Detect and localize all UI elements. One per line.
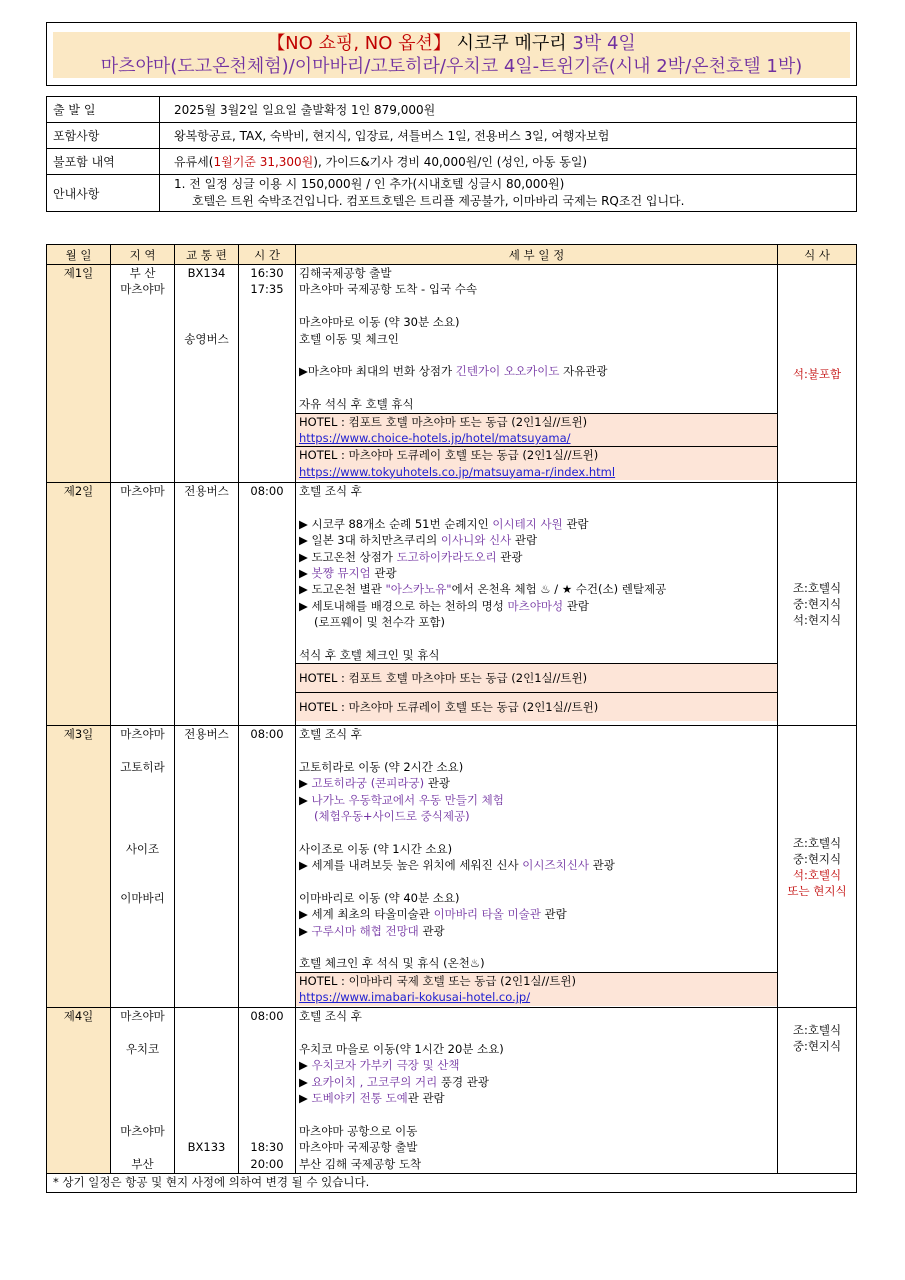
meal-breakfast: 조:호텔식: [792, 835, 842, 850]
detail-line: 석식 후 호텔 체크인 및 휴식: [299, 647, 440, 662]
detail-line: 호텔 조식 후: [299, 727, 362, 741]
region-cell: [111, 726, 175, 1008]
schedule-header: [47, 245, 857, 265]
hotel-box: [296, 693, 777, 721]
attraction-name: 이사니와 신사: [440, 533, 512, 548]
detail-line: 호텔 조식 후: [299, 1009, 362, 1023]
hotel-box: [296, 663, 777, 693]
detail-line: 마츠야마 국제공항 출발: [299, 1140, 418, 1155]
info-table: [46, 96, 857, 212]
day-2-label: 제2일: [63, 484, 94, 498]
detail-cell: [296, 483, 778, 726]
day-row-3: [47, 726, 857, 1008]
detail-line: 김해국제공항 출발: [299, 266, 392, 280]
attraction-name: 이시즈치신사: [522, 858, 589, 873]
detail-text: 관광: [418, 923, 445, 938]
detail-text: ▶ 도고온천 별관: [299, 582, 386, 597]
region-matsuyama: 마츠야마: [120, 484, 165, 498]
region-cell: [111, 265, 175, 483]
detail-text: 관광: [588, 858, 615, 873]
day-3-label: 제3일: [63, 727, 94, 741]
region-matsuyama: 마츠야마: [120, 1123, 165, 1138]
info-row-notice: [47, 175, 857, 212]
info-row-included: [47, 123, 857, 149]
title-tag: 【NO 쇼핑, NO 옵션】: [267, 33, 451, 54]
day-label: [47, 726, 111, 1008]
region-busan: 부 산: [129, 266, 156, 280]
meal-dinner-alt: 또는 현지식: [787, 883, 847, 898]
meal-dinner: 석:불포함: [792, 366, 842, 381]
hotel-name: HOTEL : 컴포트 호텔 마츠야마 또는 동급 (2인1실//트윈): [299, 671, 588, 686]
excluded-fuel: 1월기준 31,300원: [213, 155, 314, 169]
meal-cell: [778, 483, 857, 726]
detail-line: ▶ 도베야키 전통 도예관 관람: [299, 1090, 445, 1105]
flight-bx133: BX133: [187, 1140, 226, 1155]
excluded-post: ), 가이드&기사 경비 40,000원/인 (성인, 아동 동일): [313, 155, 588, 169]
region-busan: 부산: [131, 1156, 154, 1171]
attraction-name: 나가노 우동학교에서 우동 만들기 체험: [311, 792, 504, 807]
day-label: [47, 483, 111, 726]
shuttle-bus: 송영버스: [184, 331, 229, 346]
meal-cell: [778, 1008, 857, 1174]
header-transport: 교 통 편: [175, 245, 239, 265]
detail-line: ▶ 요카이치 , 고코쿠의 거리 풍경 관광: [299, 1074, 489, 1089]
time-start: 08:00: [250, 1009, 284, 1023]
detail-line: 사이조로 이동 (약 1시간 소요): [299, 841, 453, 856]
meal-breakfast: 조:호텔식: [792, 581, 842, 595]
detail-line: 호텔 이동 및 체크인: [299, 331, 399, 346]
time-cell: [239, 265, 296, 483]
excluded-pre: 유류세(: [174, 155, 214, 169]
transport-cell: [175, 265, 239, 483]
detail-line: ▶ 나가노 우동학교에서 우동 만들기 체험: [299, 792, 504, 807]
meal-dinner: 석:호텔식: [792, 867, 842, 882]
detail-line: (체험우동+사이드로 중식제공): [314, 808, 470, 823]
detail-text: 관 관람: [407, 1090, 445, 1105]
region-matsuyama: 마츠야마: [120, 1009, 165, 1023]
day-row-4: [47, 1008, 857, 1174]
meal-dinner: 석:현지식: [792, 613, 842, 627]
meal-breakfast: 조:호텔식: [792, 1023, 842, 1037]
time-start: 08:00: [250, 727, 284, 741]
detail-text: ▶ 세토내해를 배경으로 하는 천하의 명성: [299, 598, 508, 613]
time-arrive: 17:35: [250, 282, 284, 297]
detail-line: 마츠야마로 이동 (약 30분 소요): [299, 315, 460, 330]
hotel-link[interactable]: https://www.tokyuhotels.co.jp/matsuyama-r/index.html: [299, 464, 616, 479]
attraction-name: 구루시마 해협 전망대: [311, 923, 419, 938]
attraction-name: 이시테지 사원: [492, 516, 563, 531]
notice-line-2: 호텔은 트윈 숙박조건입니다. 컴포트호텔은 트리플 제공불가, 이마바리 국제는 RQ조건 입니다.: [192, 194, 685, 208]
hotel-link[interactable]: https://www.choice-hotels.jp/hotel/matsuyama/: [299, 430, 571, 445]
detail-line: [296, 363, 777, 379]
attraction-name: 도고하이카라도오리: [396, 549, 497, 564]
hotel-name: HOTEL : 이마바리 국제 호텔 또는 동급 (2인1실//트윈): [299, 973, 576, 988]
time-cell: [239, 1008, 296, 1174]
hotel-name: HOTEL : 마츠야마 도큐레이 호텔 또는 동급 (2인1실//트윈): [299, 448, 599, 463]
detail-text: 자유관광: [559, 364, 608, 379]
time-depart: 18:30: [250, 1140, 284, 1155]
detail-line: ▶ 고토히라궁 (콘피라궁) 관광: [299, 776, 450, 791]
detail-text: 관람: [511, 533, 538, 548]
transport-cell: [175, 726, 239, 1008]
detail-line: 부산 김해 국제공항 도착: [299, 1156, 422, 1171]
detail-text: ▶ 세계 최초의 타올미술관: [299, 907, 434, 922]
day-row-2: [47, 483, 857, 726]
hotel-box: [296, 447, 777, 480]
detail-line: 호텔 체크인 후 석식 및 휴식 (온천♨): [299, 956, 485, 971]
region-kotohira: 고토히라: [120, 759, 165, 774]
day-row-1: [47, 265, 857, 483]
title-line-1: [47, 32, 856, 55]
hotel-name: HOTEL : 마츠야마 도큐레이 호텔 또는 동급 (2인1실//트윈): [299, 700, 599, 715]
detail-text: ▶ 시코쿠 88개소 순례 51번 순례지인: [299, 516, 493, 531]
detail-line: 자유 석식 후 호텔 휴식: [299, 397, 414, 412]
detail-line: [296, 906, 777, 922]
depart-label: 출 발 일: [47, 97, 160, 123]
detail-text: 관람: [563, 598, 589, 613]
hotel-box: [296, 972, 777, 1006]
region-matsuyama: 마츠야마: [120, 282, 165, 297]
excluded-value: [160, 149, 857, 175]
excluded-label: 불포함 내역: [47, 149, 160, 175]
private-bus: 전용버스: [184, 727, 229, 741]
region-uchiko: 우치코: [125, 1041, 160, 1056]
time-start: 08:00: [250, 484, 284, 498]
attraction-name: 마츠야마성: [507, 598, 564, 613]
hotel-box: [296, 413, 777, 448]
meal-cell: [778, 726, 857, 1008]
region-saijo: 사이조: [125, 841, 160, 856]
detail-text: 관람: [562, 516, 589, 531]
detail-cell: [296, 1008, 778, 1174]
detail-line: [296, 598, 777, 614]
flight-bx134: BX134: [187, 266, 226, 280]
title-duration: 3박 4일: [572, 33, 636, 54]
detail-line: [296, 532, 777, 548]
attraction-name: 요카이치 , 고코쿠의 거리: [311, 1074, 438, 1089]
attraction-name: 고토히라궁 (콘피라궁): [311, 776, 425, 791]
header-region: 지 역: [111, 245, 175, 265]
title-main: 시코쿠 메구리: [450, 33, 573, 54]
detail-text: ▶ 도고온천 상점가: [299, 549, 397, 564]
meal-cell: [778, 265, 857, 483]
detail-line: (로프웨이 및 천수각 포함): [314, 615, 446, 630]
meal-lunch: 중:현지식: [792, 1039, 842, 1053]
day-4-label: 제4일: [63, 1009, 94, 1023]
detail-line: 마츠야마 국제공항 도착 - 입국 수속: [299, 282, 477, 297]
day-label: [47, 265, 111, 483]
meal-lunch: 중:현지식: [792, 597, 842, 611]
detail-cell: [296, 265, 778, 483]
time-cell: [239, 483, 296, 726]
detail-text: ▶ 세계를 내려보듯 높은 위치에 세워진 신사: [299, 858, 523, 873]
detail-line: ▶ 우치코자 가부키 극장 및 산책: [299, 1058, 460, 1073]
detail-line: 마츠야마 공항으로 이동: [299, 1123, 418, 1138]
footnote: * 상기 일정은 항공 및 현지 사정에 의하여 변경 될 수 있습니다.: [47, 1174, 857, 1193]
day-label: [47, 1008, 111, 1174]
depart-value: 2025월 3월2일 일요일 출발확정 1인 879,000원: [160, 97, 857, 123]
notice-value: [160, 175, 857, 212]
schedule-table: [46, 244, 857, 1193]
title-line-2: 마츠야마(도고온천체험)/이마바리/고토히라/우치코 4일-트윈기준(시내 2박/온천호텔 1박): [100, 56, 803, 77]
detail-text: 관광: [496, 549, 523, 564]
header-detail: 세 부 일 정: [296, 245, 778, 265]
title-box: [46, 22, 857, 86]
info-row-excluded: [47, 149, 857, 175]
time-depart: 16:30: [250, 266, 284, 280]
time-cell: [239, 726, 296, 1008]
detail-text: 관람: [540, 907, 567, 922]
meal-lunch: 중:현지식: [792, 851, 842, 866]
detail-text: 풍경 관광: [437, 1074, 489, 1089]
detail-line: ▶ 구루시마 해협 전망대 관광: [299, 923, 445, 938]
header-day: 월 일: [47, 245, 111, 265]
detail-text: 관광: [370, 565, 397, 580]
detail-cell: [296, 726, 778, 1008]
included-value: 왕복항공료, TAX, 숙박비, 현지식, 입장료, 셔틀버스 1일, 전용버스 3일, 여행자보험: [160, 123, 857, 149]
hotel-name: HOTEL : 컴포트 호텔 마츠야마 또는 동급 (2인1실//트윈): [299, 414, 588, 429]
notice-line-1: 1. 전 일정 싱글 이용 시 150,000원 / 인 추가(시내호텔 싱글시 80,000원): [174, 177, 565, 191]
info-row-depart: [47, 97, 857, 123]
detail-line: [296, 516, 777, 532]
detail-text: 에서 온천욕 체험 ♨ / ★ 수건(소) 렌탈제공: [451, 582, 667, 597]
attraction-name: 이마바리 타올 미술관: [433, 907, 541, 922]
region-cell: [111, 483, 175, 726]
attraction-name: "아스카노유": [385, 582, 452, 597]
detail-line: 우치코 마을로 이동(약 1시간 20분 소요): [299, 1041, 504, 1056]
detail-line: [296, 857, 777, 873]
detail-line: [296, 549, 777, 565]
region-imabari: 이마바리: [120, 890, 165, 905]
detail-line: 고토히라로 이동 (약 2시간 소요): [299, 759, 464, 774]
detail-text: ▶ 일본 3대 하치만츠쿠리의: [299, 533, 441, 548]
notice-label: 안내사항: [47, 175, 160, 212]
transport-cell: [175, 1008, 239, 1174]
region-matsuyama: 마츠야마: [120, 727, 165, 741]
hotel-link[interactable]: https://www.imabari-kokusai-hotel.co.jp/: [299, 990, 531, 1005]
attraction-name: 봇쨩 뮤지엄: [311, 565, 371, 580]
day-1-label: 제1일: [63, 266, 94, 280]
detail-line: 호텔 조식 후: [299, 484, 362, 498]
detail-text: ▶마츠야마 최대의 번화 상점가: [299, 364, 456, 379]
attraction-name: 우치코자 가부키 극장 및 산책: [311, 1058, 460, 1073]
footnote-row: [47, 1174, 857, 1193]
detail-line: ▶ 봇쨩 뮤지엄 관광: [299, 565, 397, 580]
region-cell: [111, 1008, 175, 1174]
detail-line: 이마바리로 이동 (약 40분 소요): [299, 890, 460, 905]
attraction-name: 도베야키 전통 도예: [311, 1090, 408, 1105]
included-label: 포함사항: [47, 123, 160, 149]
header-time: 시 간: [239, 245, 296, 265]
attraction-name: 긴텐가이 오오카이도: [455, 364, 560, 379]
detail-line: [296, 581, 777, 597]
private-bus: 전용버스: [184, 484, 229, 498]
transport-cell: [175, 483, 239, 726]
header-meal: 식 사: [778, 245, 857, 265]
detail-text: 관광: [424, 776, 450, 791]
time-arrive: 20:00: [250, 1156, 284, 1171]
